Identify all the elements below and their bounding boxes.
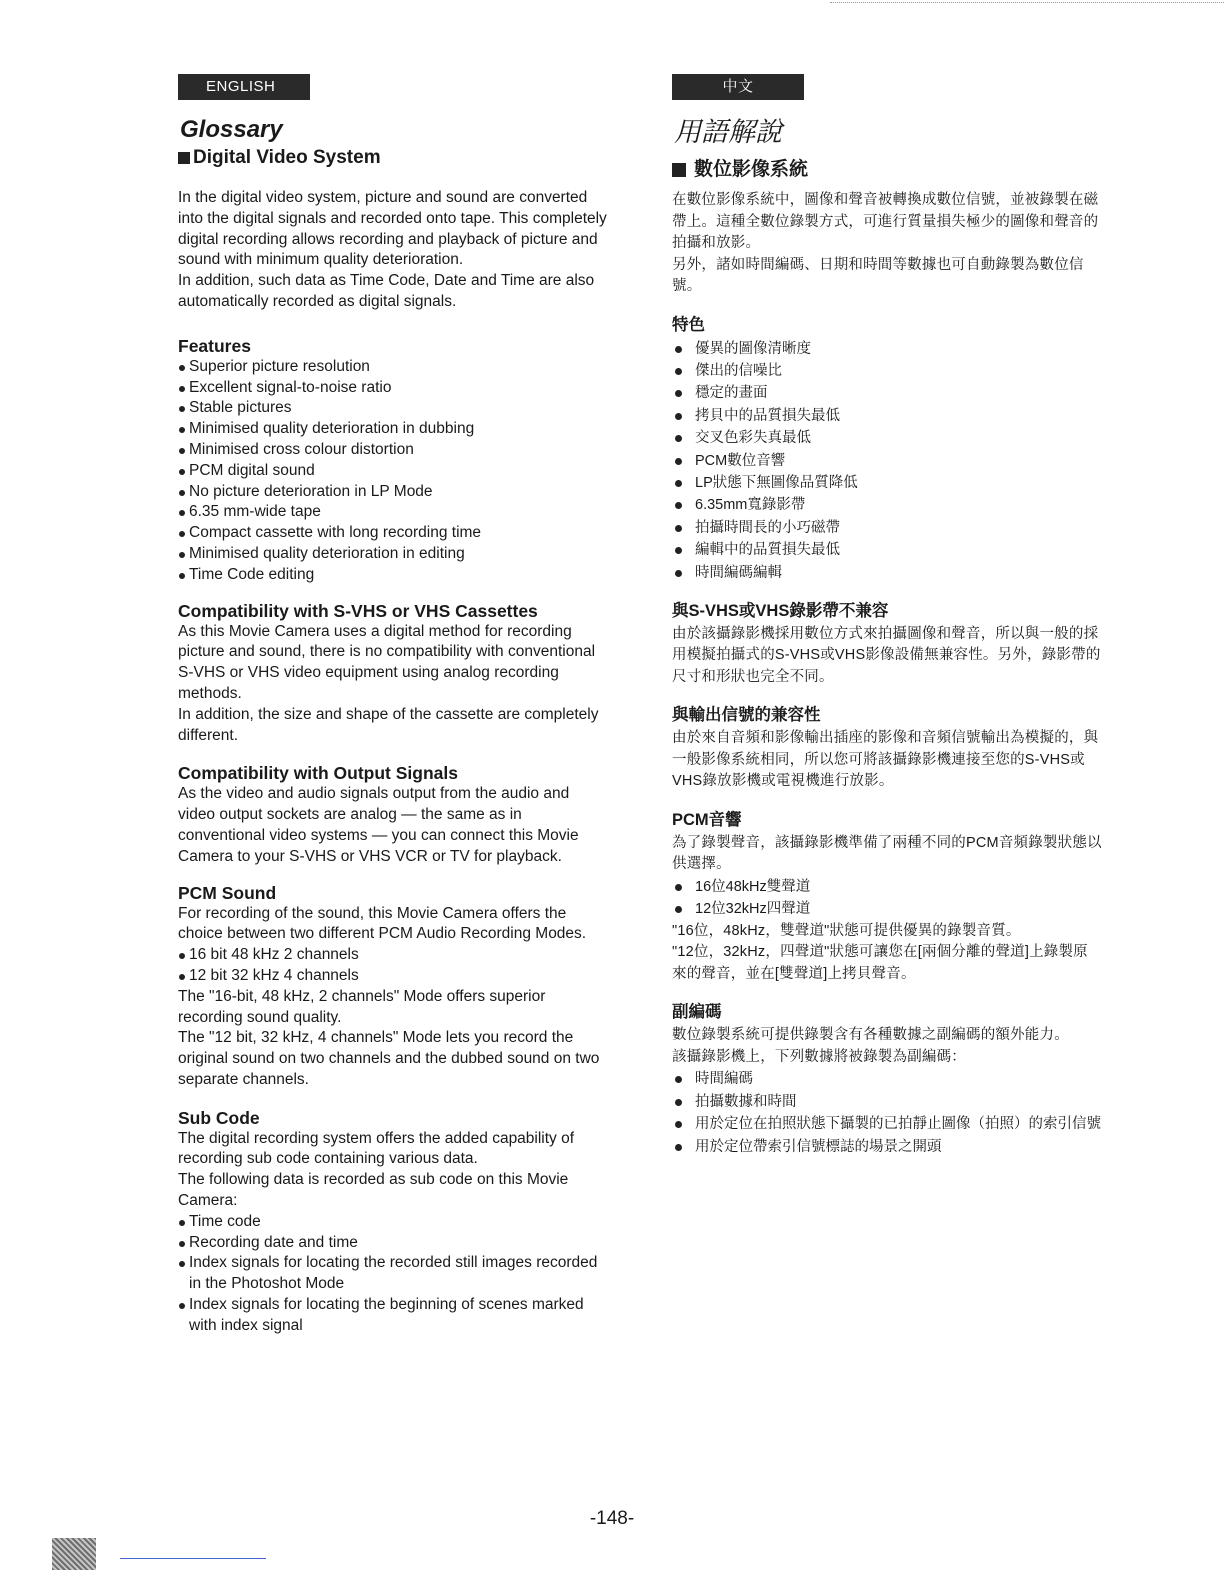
list-item: 6.35mm寬錄影帶 [672,494,1102,516]
list-item: 優異的圖像清晰度 [672,338,1102,360]
chinese-pcm-p2: "12位，32kHz，四聲道"狀態可讓您在[兩個分離的聲道]上錄製原來的聲音，並在[雙聲道]上拷貝聲音。 [672,944,1088,982]
list-item: 6.35 mm-wide tape [178,502,610,523]
chinese-column [672,74,1102,1158]
english-output-heading: Compatibility with Output Signals [178,763,458,784]
english-output-p1: As the video and audio signals output from the audio and video output sockets are analog — the same as in conventional video systems — you can connect this Movie Camera to your S-VHS or VHS VCR or TV for playback. [178,785,579,865]
english-pcm-p1: The "16-bit, 48 kHz, 2 channels" Mode offers superior recording sound quality. [178,987,546,1026]
english-section-label: Digital Video System [193,147,381,168]
page-number: -148- [589,1508,635,1529]
list-item: Excellent signal-to-noise ratio [178,378,610,399]
square-bullet-icon [178,152,190,164]
english-features-list [178,357,610,586]
list-item: 拍攝時間長的小巧磁帶 [672,517,1102,539]
chinese-intro-p2: 另外，諸如時間編碼、日期和時間等數據也可自動錄製為數位信號。 [672,256,1084,294]
bottom-rule [120,1558,266,1559]
chinese-subcode-p2: 該攝錄影機上，下列數據將被錄製為副編碼： [672,1048,966,1065]
english-features-heading: Features [178,335,251,356]
chinese-output-heading: 與輸出信號的兼容性 [672,706,821,725]
chinese-output-p1: 由於來自音頻和影像輸出插座的影像和音頻信號輸出為模擬的，與一般影像系統相同，所以您可將該攝錄影機連接至您的S-VHS或VHS錄放影機或電視機進行放影。 [672,730,1099,790]
list-item: Superior picture resolution [178,357,610,378]
list-item: 12 bit 32 kHz 4 channels [178,966,610,987]
list-item: PCM digital sound [178,461,610,482]
list-item: Index signals for locating the beginning of scenes marked with index signal [178,1295,610,1337]
chinese-section-label: 數位影像系統 [694,159,809,180]
square-bullet-icon [672,163,686,177]
english-subcode-p2: The following data is recorded as sub code on this Movie Camera: [178,1171,569,1210]
list-item: 時間編碼 [672,1068,1102,1090]
chinese-subcode-list [672,1068,1102,1158]
chinese-subcode-p1: 數位錄製系統可提供錄製含有各種數據之副編碼的額外能力。 [672,1027,1069,1044]
english-pcm-list [178,945,610,987]
english-intro-p2: In addition, such data as Time Code, Date and Time are also automatically recorded as digital signals. [178,272,595,310]
english-pcm-heading: PCM Sound [178,882,277,903]
list-item: 穩定的畫面 [672,382,1102,404]
english-title: Glossary [180,116,283,143]
english-svhs-p2: In addition, the size and shape of the cassette are completely different. [178,705,599,744]
list-item: 12位32kHz四聲道 [672,898,1102,920]
chinese-features-heading: 特色 [672,315,705,334]
list-item: PCM數位音響 [672,450,1102,472]
chinese-intro [672,190,1102,298]
chinese-features-list [672,338,1102,584]
list-item: 傑出的信噪比 [672,360,1102,382]
list-item: Recording date and time [178,1233,610,1254]
english-intro [178,188,610,313]
chinese-subcode-heading: 副編碼 [672,1003,722,1022]
list-item: No picture deterioration in LP Mode [178,482,610,503]
list-item: LP狀態下無圖像品質降低 [672,472,1102,494]
scan-mark [52,1538,96,1570]
english-subcode-heading: Sub Code [178,1107,260,1128]
english-pcm-p2: The "12 bit, 32 kHz, 4 channels" Mode lets you record the original sound on two channels and the dubbed sound on two separate channels. [178,1029,600,1088]
list-item: Compact cassette with long recording time [178,523,610,544]
english-intro-p1: In the digital video system, picture and sound are converted into the digital signals and recorded onto tape. This completely digital recording allows recording and playback of picture and sound with minimum quality deterioration. [178,189,607,269]
list-item: Time Code editing [178,565,610,586]
list-item: Stable pictures [178,398,610,419]
chinese-svhs-heading: 與S-VHS或VHS錄影帶不兼容 [672,601,889,620]
chinese-svhs-p1: 由於該攝錄影機採用數位方式來拍攝圖像和聲音，所以與一般的採用模擬拍攝式的S-VHS或VHS影像設備無兼容性。另外，錄影帶的尺寸和形狀也完全不同。 [672,625,1101,685]
english-tab: ENGLISH [178,74,310,100]
list-item: Index signals for locating the recorded still images recorded in the Photoshot Mode [178,1253,610,1295]
english-section-title [178,146,610,170]
english-svhs-p1: As this Movie Camera uses a digital method for recording picture and sound, there is no compatibility with conventional S-VHS or VHS video equipment using analog recording methods. [178,622,596,702]
list-item: Minimised quality deterioration in editing [178,544,610,565]
english-svhs-heading: Compatibility with S-VHS or VHS Cassettes [178,600,538,621]
chinese-pcm-list [672,876,1102,921]
list-item: Time code [178,1212,610,1233]
list-item: 拍攝數據和時間 [672,1091,1102,1113]
chinese-pcm-p1: "16位，48kHz，雙聲道"狀態可提供優異的錄製音質。 [672,922,1021,939]
english-subcode-p1: The digital recording system offers the added capability of recording sub code containing various data. [178,1129,575,1168]
chinese-pcm-heading: PCM音響 [672,810,742,829]
list-item: 用於定位在拍照狀態下攝製的已拍靜止圖像（拍照）的索引信號 [672,1113,1102,1135]
chinese-tab: 中文 [672,74,804,100]
list-item: Minimised quality deterioration in dubbing [178,419,610,440]
english-pcm-intro: For recording of the sound, this Movie Camera offers the choice between two different PCM Audio Recording Modes. [178,904,587,943]
english-subcode-list [178,1212,610,1337]
chinese-intro-p1: 在數位影像系統中，圖像和聲音被轉換成數位信號，並被錄製在磁帶上。這種全數位錄製方式，可進行質量損失極少的圖像和聲音的拍攝和放影。 [672,192,1099,251]
top-rule [830,2,1224,3]
list-item: 16位48kHz雙聲道 [672,876,1102,898]
chinese-section-title [672,158,1102,182]
chinese-title: 用語解說 [674,117,782,147]
list-item: 編輯中的品質損失最低 [672,539,1102,561]
list-item: 16 bit 48 kHz 2 channels [178,945,610,966]
list-item: 時間編碼編輯 [672,562,1102,584]
list-item: 拷貝中的品質損失最低 [672,405,1102,427]
list-item: 交叉色彩失真最低 [672,427,1102,449]
english-column [178,74,610,1337]
list-item: 用於定位帶索引信號標誌的場景之開頭 [672,1136,1102,1158]
chinese-pcm-intro: 為了錄製聲音，該攝錄影機準備了兩種不同的PCM音頻錄製狀態以供選擇。 [672,834,1102,873]
list-item: Minimised cross colour distortion [178,440,610,461]
